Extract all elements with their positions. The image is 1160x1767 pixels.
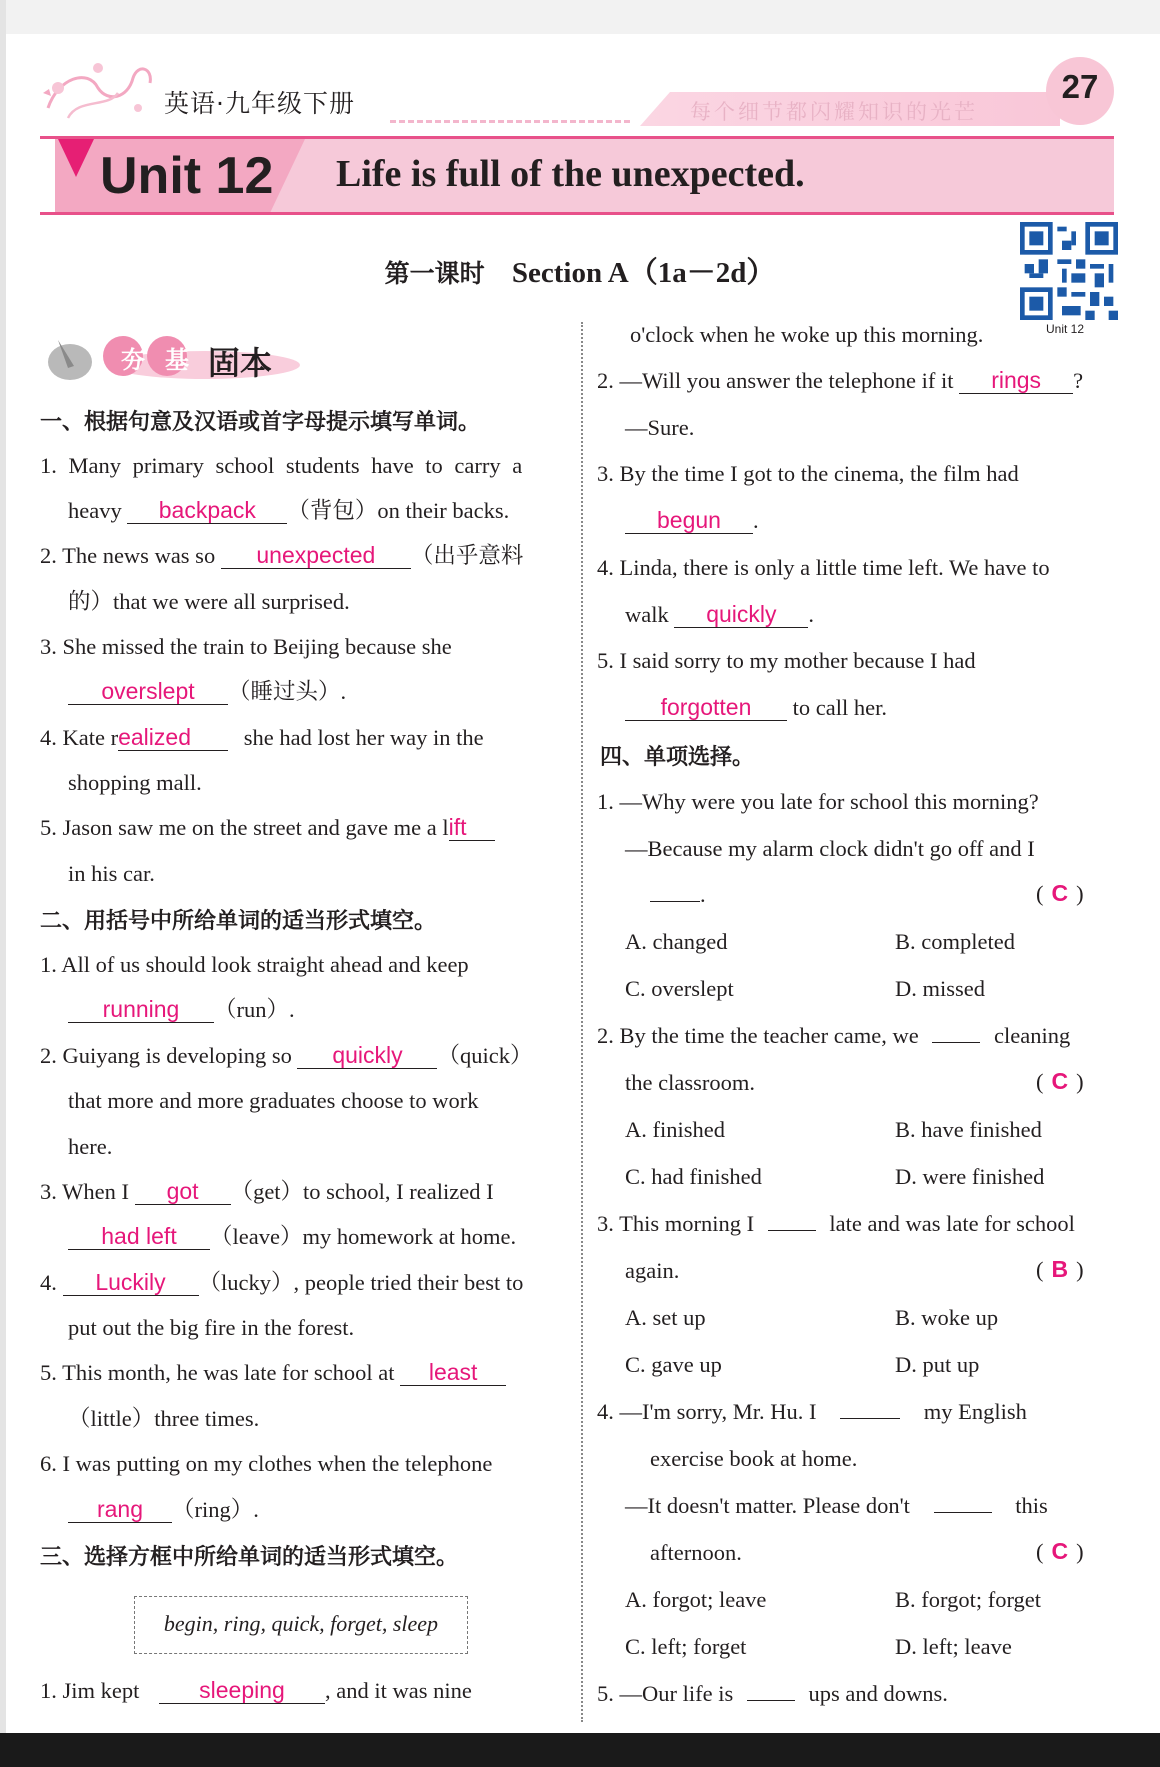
s4-q1-line2: —Because my alarm clock didn't go off and I: [625, 836, 1035, 861]
floral-ornament-icon: [38, 48, 158, 128]
s3-q4-answer[interactable]: quickly: [674, 601, 808, 628]
s3-q2-answer[interactable]: rings: [959, 367, 1073, 394]
s2-q2-pre: 2. Guiyang is developing so: [40, 1043, 292, 1068]
slogan-text: 每个细节都闪耀知识的光芒: [690, 100, 978, 124]
screen-bottom-bar: [0, 1733, 1160, 1767]
s4-q3-blank[interactable]: [768, 1230, 816, 1231]
s4-q3-option-c[interactable]: C. gave up: [625, 1352, 722, 1377]
book-title: 英语·九年级下册: [164, 89, 355, 118]
s3-q4-pre: walk: [625, 602, 669, 627]
s4-q4-option-c[interactable]: C. left; forget: [625, 1634, 747, 1659]
s1-q5-line1: [40, 813, 495, 843]
s2-q6-post: （ring）.: [172, 1497, 259, 1522]
s1-q4-post: she had lost her way in the: [243, 725, 484, 750]
s4-q1-answer-bracket: ( C ): [1036, 880, 1084, 906]
s2-q3-line2: [68, 1222, 516, 1252]
s1-q3-answer[interactable]: overslept: [68, 678, 228, 705]
header-dashed-divider: [390, 120, 630, 123]
s4-q1-period: .: [700, 882, 706, 907]
badge-text: 固本: [208, 344, 273, 382]
s4-q2-pre: 2. By the time the teacher came, we: [597, 1023, 919, 1048]
s2-q2-post: （quick）: [437, 1043, 533, 1068]
s2-q3-line1: [40, 1177, 494, 1207]
section-1-title: 一、根据句意及汉语或首字母提示填写单词。: [40, 410, 481, 435]
s4-q4-option-b[interactable]: B. forgot; forget: [895, 1587, 1042, 1612]
s4-q1-option-a[interactable]: A. changed: [625, 929, 728, 954]
word-box: [134, 1596, 468, 1654]
s4-q2-answer-bracket: ( C ): [1036, 1068, 1084, 1094]
s1-q3-line2: [68, 677, 346, 707]
s3-q2-line2: —Sure.: [625, 415, 695, 440]
s4-q1-answer[interactable]: C: [1051, 880, 1069, 906]
s1-q1-text: 1. Many primary school students have to carry a: [40, 453, 523, 478]
s3-q3-line2: [625, 506, 759, 536]
s4-q4-line3: [625, 1491, 1048, 1521]
s3-q3-line1: 3. By the time I got to the cinema, the film had: [597, 461, 1019, 486]
badge-char-1: 夯: [121, 346, 145, 374]
s2-q6-line2: [68, 1495, 259, 1525]
s2-q5-line2: （little）three times.: [68, 1406, 260, 1431]
s4-q1-option-d[interactable]: D. missed: [895, 976, 985, 1001]
s3-q5-line2: [625, 693, 887, 723]
s2-q2-line3: here.: [68, 1134, 113, 1159]
column-divider: [581, 322, 583, 1722]
s1-q2-line2: 的）that we were all surprised.: [68, 589, 350, 614]
s1-q3-line1: 3. She missed the train to Beijing because she: [40, 634, 452, 659]
s3-q4-line2: [625, 600, 814, 630]
s3-q1-line2: o'clock when he woke up this morning.: [630, 322, 984, 347]
section-3-title: 三、选择方框中所给单词的适当形式填空。: [40, 1545, 459, 1570]
s2-q4-line2: put out the big fire in the forest.: [68, 1315, 355, 1340]
s4-q2-line1: [597, 1021, 1070, 1051]
s2-q2-line1: [40, 1041, 532, 1071]
s4-q3-line1: [597, 1209, 1075, 1239]
unit-label: Unit 12: [100, 147, 274, 205]
s4-q2-option-a[interactable]: A. finished: [625, 1117, 725, 1142]
s2-q4-line1: [40, 1268, 523, 1298]
s3-q1-line1: [40, 1676, 472, 1706]
s2-q4-answer[interactable]: Luckily: [63, 1269, 199, 1296]
s4-q3-option-d[interactable]: D. put up: [895, 1352, 980, 1377]
s2-q3-answer-2[interactable]: had left: [68, 1223, 210, 1250]
word-box-words: begin, ring, quick, forget, sleep: [163, 1611, 439, 1636]
lesson-title-en: Section A（1a－2d）: [511, 257, 776, 289]
s4-q2-line2: the classroom.: [625, 1070, 755, 1095]
s1-q2-post: （出乎意料: [410, 543, 524, 568]
badge-char-2: 基: [165, 346, 189, 374]
s2-q1-post: （run）.: [214, 997, 295, 1022]
s4-q3-answer[interactable]: B: [1051, 1256, 1069, 1282]
section-2-title: 二、用括号中所给单词的适当形式填空。: [40, 909, 437, 934]
s3-q5-answer[interactable]: forgotten: [625, 694, 787, 721]
s4-q3-pre: 3. This morning I: [597, 1211, 755, 1236]
s4-q1-blank[interactable]: [650, 901, 700, 902]
s1-q1-post: （背包）on their backs.: [287, 498, 510, 523]
s2-q5-line1: [40, 1358, 506, 1388]
qr-code-icon[interactable]: [1020, 222, 1118, 320]
qr-caption: Unit 12: [1046, 322, 1085, 336]
s4-q4-option-a[interactable]: A. forgot; leave: [625, 1587, 767, 1612]
s1-q5-line2: in his car.: [68, 861, 155, 886]
s1-q5-pre: 5. Jason saw me on the street and gave me a l: [40, 815, 449, 840]
s3-q2-line1: [597, 366, 1083, 396]
s2-q6-answer[interactable]: rang: [68, 1496, 172, 1523]
s4-q2-option-c[interactable]: C. had finished: [625, 1164, 762, 1189]
s4-q2-option-b[interactable]: B. have finished: [895, 1117, 1042, 1142]
s4-q4-line2: exercise book at home.: [650, 1446, 858, 1471]
s3-q5-post: to call her.: [792, 695, 887, 720]
s4-q3-option-a[interactable]: A. set up: [625, 1305, 706, 1330]
s4-q4-option-d[interactable]: D. left; leave: [895, 1634, 1012, 1659]
s3-q1-pre: 1. Jim kept: [40, 1678, 140, 1703]
s1-q1-line2: [68, 496, 509, 526]
s1-q4-line2: shopping mall.: [68, 770, 202, 795]
s4-q4-answer-bracket: ( C ): [1036, 1538, 1084, 1564]
s2-q3-pre: 3. When I: [40, 1179, 129, 1204]
s4-q5-line1: [597, 1679, 948, 1709]
s4-q1-option-b[interactable]: B. completed: [895, 929, 1015, 954]
unit-marker-triangle: [58, 139, 94, 177]
s3-q4-line1: 4. Linda, there is only a little time left. We have to: [597, 555, 1050, 580]
s4-q4-pre-2: —It doesn't matter. Please don't: [625, 1493, 910, 1518]
s1-q2-pre: 2. The news was so: [40, 543, 216, 568]
s2-q1-line2: [68, 995, 295, 1025]
s4-q4-line4: afternoon.: [650, 1540, 742, 1565]
s1-q3-post: （睡过头）.: [228, 679, 347, 704]
lesson-title: [0, 250, 1160, 291]
s1-q2-answer[interactable]: unexpected: [221, 542, 411, 569]
unit-title: Life is full of the unexpected.: [336, 153, 805, 195]
s3-q1-post: , and it was nine: [325, 1678, 472, 1703]
s1-q4-line1: [40, 723, 484, 753]
s2-q2-line2: that more and more graduates choose to work: [68, 1088, 479, 1113]
s4-q4-post: my English: [923, 1399, 1027, 1424]
s1-q4-answer[interactable]: ealized: [118, 724, 228, 751]
s2-q4-pre: 4.: [40, 1270, 57, 1295]
s3-q2-post: ?: [1073, 368, 1084, 393]
s1-q5-answer[interactable]: ift: [449, 814, 495, 841]
s2-q5-answer[interactable]: least: [400, 1359, 506, 1386]
s4-q3-answer-bracket: ( B ): [1036, 1256, 1084, 1282]
s4-q5-blank[interactable]: [747, 1700, 795, 1701]
s3-q1-answer[interactable]: sleeping: [159, 1677, 325, 1704]
page-number: 27: [1061, 68, 1099, 105]
s3-q5-line1: 5. I said sorry to my mother because I had: [597, 648, 976, 673]
s3-q3-answer[interactable]: begun: [625, 507, 753, 534]
section-4-title: 四、单项选择。: [600, 745, 755, 770]
s1-q1-line1: [40, 451, 560, 481]
s1-q1-answer[interactable]: backpack: [127, 497, 287, 524]
s4-q2-post: cleaning: [994, 1023, 1071, 1048]
s2-q6-line1: 6. I was putting on my clothes when the telephone: [40, 1451, 493, 1476]
s4-q2-option-d[interactable]: D. were finished: [895, 1164, 1045, 1189]
s1-q2-line1: [40, 541, 523, 571]
s2-q1-answer[interactable]: running: [68, 996, 214, 1023]
s4-q1-option-c[interactable]: C. overslept: [625, 976, 734, 1001]
s4-q4-post-2: this: [1015, 1493, 1048, 1518]
s4-q2-blank[interactable]: [932, 1042, 980, 1043]
s4-q4-pre: 4. —I'm sorry, Mr. Hu. I: [597, 1399, 817, 1424]
s2-q3-post: （get）to school, I realized I: [230, 1179, 494, 1204]
s3-q4-post: .: [808, 602, 814, 627]
s4-q4-blank-2[interactable]: [934, 1512, 992, 1513]
s3-q2-pre: 2. —Will you answer the telephone if it: [597, 368, 954, 393]
s4-q3-post: late and was late for school: [829, 1211, 1075, 1236]
s4-q4-line1: [597, 1397, 1027, 1427]
s2-q3-answer-1[interactable]: got: [135, 1178, 231, 1205]
s2-q5-pre: 5. This month, he was late for school at: [40, 1360, 395, 1385]
s4-q5-pre: 5. —Our life is: [597, 1681, 734, 1706]
s2-q4-post: （lucky）, people tried their best to: [198, 1270, 524, 1295]
s1-q4-pre: 4. Kate r: [40, 725, 119, 750]
header-rule-bottom: [40, 212, 1114, 215]
lesson-title-cn: 第一课时: [384, 259, 485, 288]
s4-q1-line3: [650, 880, 706, 910]
s1-q1-pre: heavy: [68, 498, 122, 523]
s4-q4-answer[interactable]: C: [1051, 1538, 1069, 1564]
s4-q3-line2: again.: [625, 1258, 680, 1283]
screen-top-bar: [0, 0, 1160, 34]
s4-q5-post: ups and downs.: [808, 1681, 948, 1706]
s3-q3-post: .: [753, 508, 759, 533]
s2-q2-answer[interactable]: quickly: [297, 1042, 437, 1069]
s2-q3-post-2: （leave）my homework at home.: [210, 1224, 517, 1249]
s4-q4-blank-1[interactable]: [840, 1418, 900, 1419]
s4-q2-answer[interactable]: C: [1051, 1068, 1069, 1094]
s4-q3-option-b[interactable]: B. woke up: [895, 1305, 999, 1330]
s4-q1-line1: 1. —Why were you late for school this morning?: [597, 789, 1039, 814]
s2-q1-line1: 1. All of us should look straight ahead and keep: [40, 952, 469, 977]
